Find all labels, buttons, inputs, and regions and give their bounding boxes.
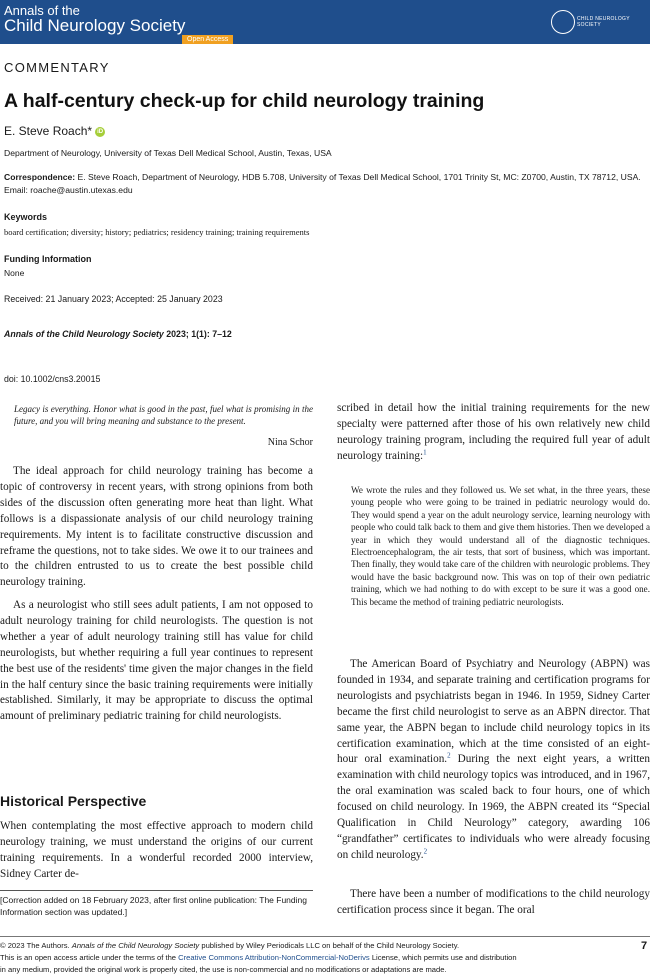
citation (4, 329, 232, 339)
reference-link[interactable]: 2 (447, 751, 451, 760)
copyright-text: © 2023 The Authors. (0, 941, 72, 950)
keywords-list: board certification; diversity; history; pediatrics; residency training; training requirements (4, 227, 310, 237)
copyright-line (0, 940, 630, 952)
body-paragraph: As a neurologist who still sees adult patients, I am not opposed to adult neurology training for child neurologists. The question is not whether a year of adult neurology training still has value for child neurologists, but whether requiring a full year continues to represent the best use of the residents' time given the major changes in the field in the half century since the basic training requirements were initially established. Similarly, it may be appropriate to discuss the optimal amount of preliminary pediatric training for child neurologists. (0, 599, 313, 723)
doi[interactable]: doi: 10.1002/cns3.20015 (4, 374, 101, 384)
correspondence-text: E. Steve Roach, Department of Neurology, HDB 5.708, University of Texas Dell Medical School, 1701 Trinity St, MC: Z0700, Austin, TX 78712, USA. Email: roache@austin.utexas.edu (4, 172, 641, 195)
orcid-icon[interactable]: iD (97, 128, 104, 135)
journal-name-line1: Annals of the (4, 3, 80, 18)
paragraph-text: The American Board of Psychiatry and Neurology (ABPN) was founded in 1934, and separate training and certification programs for neurologists and psychiatrists began in 1946. In 1959, Sidney Carter became the first child neurologist to serve as an ABPN director. That same year, the ABPN began to include child neurology topics in its certification examination, which at the time consisted of an eight-hour oral examination. (337, 658, 650, 766)
copyright-text: published by Wiley Periodicals LLC on behalf of the Child Neurology Society. (199, 941, 460, 950)
citation-details: 2023; 1(1): 7–12 (163, 329, 232, 339)
license-line (0, 952, 630, 964)
author-line (4, 124, 105, 138)
journal-name-line2: Child Neurology Society (4, 16, 186, 35)
funding-text: None (4, 268, 25, 278)
body-paragraph: When contemplating the most effective approach to modern child neurology training, we must understand the origins of our current training requirements. In a wonderful recorded 2000 interview, Sidney Carter de- (0, 820, 313, 880)
paragraph-text: scribed in detail how the initial training requirements for the new specialty were patterned after those of his own relatively new child neurology training program, including the required full year of adult neurology training: (337, 402, 650, 462)
citation-journal: Annals of the Child Neurology Society (4, 329, 164, 339)
section-heading-historical-perspective: Historical Perspective (0, 793, 147, 809)
society-logo-text: CHILD NEUROLOGY SOCIETY (577, 16, 630, 28)
page-number: 7 (641, 940, 648, 952)
body-paragraph: There have been a number of modifications to the child neurology certification process since it began. The oral (337, 888, 650, 916)
footer-divider (0, 936, 650, 937)
author-name: E. Steve Roach* (4, 124, 93, 138)
block-quote: We wrote the rules and they followed us. We set what, in the three years, these young people who were going to be trained in pediatric neurology would do. They would spend a year on the adult neurology service, learning neurology with people who could talk back to them and give them histories. Then we developed a year in which they would understand all of the diagnostic techniques. Electroencephalogram, the air tests, that sort of business, which was important. Then finally, they would take care of the children with neurologic problems. They would have the basic background now. This was on top of their own pediatric training, which we had nothing to do with except to be sure it was a good one. This became the method of training pediatric neurologists. (351, 485, 650, 607)
correction-note: [Correction added on 18 February 2023, after first online publication: The Funding Information section was updated.] (0, 895, 307, 917)
license-line: in any medium, provided the original work is properly cited, the use is non-commercial and no modifications or adaptations are made. (0, 964, 447, 974)
correspondence (4, 171, 648, 196)
affiliation: Department of Neurology, University of Texas Dell Medical School, Austin, Texas, USA (4, 148, 332, 158)
correspondence-label: Correspondence: (4, 172, 76, 182)
body-paragraph (337, 401, 650, 465)
copyright-journal: Annals of the Child Neurology Society (71, 941, 200, 950)
epigraph-author: Nina Schor (267, 437, 313, 448)
body-paragraph (337, 657, 650, 864)
received-dates: Received: 21 January 2023; Accepted: 25 January 2023 (4, 294, 223, 304)
funding-heading: Funding Information (4, 254, 92, 264)
epigraph: Legacy is everything. Honor what is good in the past, fuel what is promising in the future, and you will bring meaning and substance to the present. (14, 404, 313, 426)
paragraph-text: During the next eight years, a written examination with child neurology topics was introduced, and in 1967, the oral examination was scaled back to four hours, one of which focused on child neurology. In 1969, the ABPN created its “Special Qualification in Child Neurology” category, awarding 106 “grandfather” certificates to individuals who were already focusing on child neurology. (337, 753, 650, 861)
body-paragraph: The ideal approach for child neurology training has become a topic of controversy in recent years, with strong opinions from both sides of the discussion often generating more heat than light. What follows is a dispassionate analysis of our child neurology training requirements. My intent is to facilitate constructive discussion and reframe the questions, not to take sides. We owe it to our trainees and to the children entrusted to us to create the best possible child neurology training. (0, 465, 313, 589)
article-title: A half-century check-up for child neurology training (4, 90, 485, 112)
license-footer (0, 940, 630, 975)
license-text: This is an open access article under the terms of the (0, 952, 179, 962)
open-access-badge: Open Access (182, 35, 233, 44)
journal-banner (0, 0, 650, 44)
license-link[interactable]: Creative Commons Attribution-NonCommercial-NoDerivs (178, 952, 370, 962)
society-logo-icon (551, 10, 575, 34)
reference-link[interactable]: 2 (423, 847, 428, 856)
section-label: COMMENTARY (4, 60, 110, 75)
keywords-heading: Keywords (4, 212, 48, 222)
reference-link[interactable]: 1 (423, 447, 427, 456)
divider (0, 890, 313, 891)
license-text: License, which permits use and distribution (369, 952, 517, 962)
